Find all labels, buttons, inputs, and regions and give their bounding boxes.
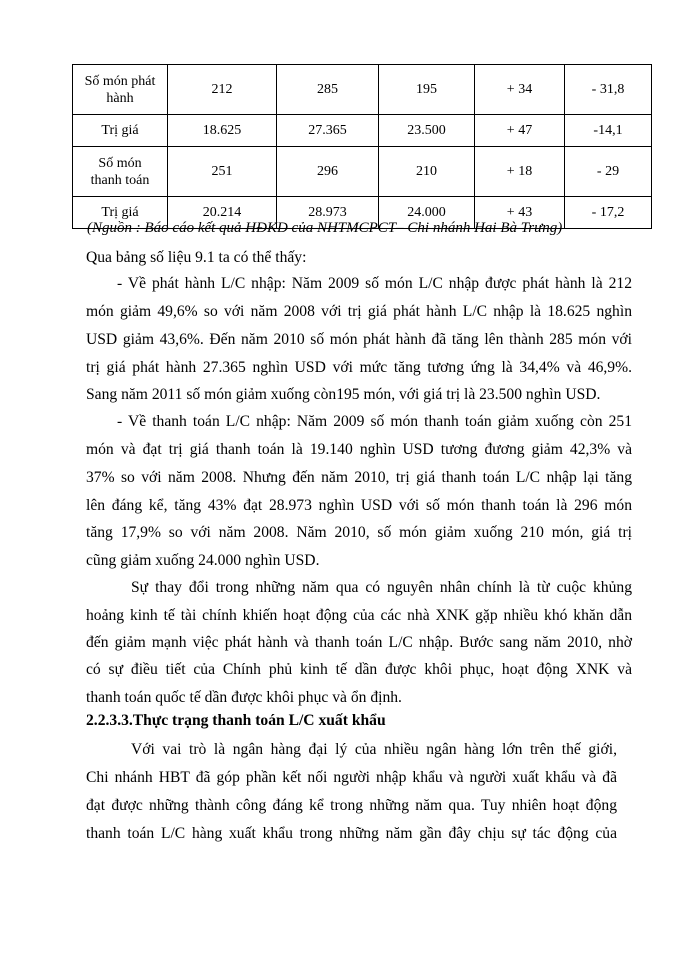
row-label: Số món phát hành — [73, 65, 168, 115]
paragraph-line: món giảm 49,6% so với năm 2008 với trị giá phát hành L/C nhập là 18.625 nghìn — [86, 303, 632, 320]
cell-change-2: - 17,2 — [565, 197, 652, 229]
cell-change-2: - 29 — [565, 147, 652, 197]
cell-change-1: + 34 — [475, 65, 565, 115]
row-label: Trị giá — [73, 115, 168, 147]
paragraph-line: - Về thanh toán L/C nhập: Năm 2009 số món thanh toán giảm xuống còn 251 — [117, 413, 632, 430]
paragraph-line: Với vai trò là ngân hàng đại lý của nhiều ngân hàng lớn trên thế giới, — [131, 741, 617, 758]
row-label: Trị giá — [73, 197, 168, 229]
cell-2010: 27.365 — [277, 115, 379, 147]
paragraph-line: cũng giảm xuống 24.000 nghìn USD. — [86, 552, 320, 569]
cell-2009: 212 — [168, 65, 277, 115]
section-heading: 2.2.3.3.Thực trạng thanh toán L/C xuất khẩu — [86, 712, 386, 729]
cell-2009: 251 — [168, 147, 277, 197]
paragraph-line: đạt được những thành công đáng kể trong những năm qua. Tuy nhiên hoạt động — [86, 797, 617, 814]
paragraph-line: thanh toán L/C hàng xuất khẩu trong những năm gần đây chịu sự tác động của — [86, 825, 617, 842]
paragraph-line: 37% so với năm 2008. Nhưng đến năm 2010, trị giá thanh toán L/C nhập lại tăng — [86, 469, 632, 486]
table-row — [73, 115, 652, 147]
cell-2009: 18.625 — [168, 115, 277, 147]
cell-2011: 210 — [379, 147, 475, 197]
paragraph-line: USD giảm 43,6%. Đến năm 2010 số món phát hành đã tăng lên thành 285 món với — [86, 331, 632, 348]
cell-2010: 28.973 — [277, 197, 379, 229]
paragraph-line: đến giảm mạnh việc phát hành và thanh toán L/C nhập. Bước sang năm 2010, nhờ — [86, 634, 632, 651]
paragraph-line: món và đạt trị giá thanh toán là 19.140 nghìn USD tương đương giảm 42,3% và — [86, 441, 632, 458]
paragraph-line: hoảng kinh tế tài chính khiến hoạt động của các nhà XNK gặp nhiều khó khăn dẫn — [86, 607, 632, 624]
source-note: (Nguồn : Báo cáo kết quả HĐKD của NHTMCPCT– Chi nhánh Hai Bà Trưng) — [87, 220, 563, 236]
cell-2009: 20.214 — [168, 197, 277, 229]
cell-2010: 296 — [277, 147, 379, 197]
table-row — [73, 147, 652, 197]
paragraph-line: thanh toán quốc tế dần được khôi phục và ổn định. — [86, 689, 402, 706]
paragraph-line: - Về phát hành L/C nhập: Năm 2009 số món L/C nhập được phát hành là 212 — [117, 275, 632, 292]
lc-import-table — [72, 64, 652, 229]
intro-line: Qua bảng số liệu 9.1 ta có thể thấy: — [86, 249, 307, 266]
paragraph-line: trị giá phát hành 27.365 nghìn USD với mức tăng tương ứng là 34,4% và 46,9%. — [86, 359, 632, 376]
paragraph-line: Sự thay đổi trong những năm qua có nguyên nhân chính là từ cuộc khủng — [131, 579, 632, 596]
paragraph-line: tăng 17,9% so với năm 2008. Năm 2010, số món giảm xuống 210 món, giá trị — [86, 524, 632, 541]
cell-change-2: - 31,8 — [565, 65, 652, 115]
cell-2010: 285 — [277, 65, 379, 115]
table-row — [73, 65, 652, 115]
cell-2011: 24.000 — [379, 197, 475, 229]
paragraph-line: Sang năm 2011 số món giảm xuống còn195 món, với giá trị là 23.500 nghìn USD. — [86, 386, 601, 403]
cell-change-1: + 43 — [475, 197, 565, 229]
paragraph-line: có sự điều tiết của Chính phủ kinh tế dần được khôi phục, hoạt động XNK và — [86, 661, 632, 678]
paragraph-line: lên đáng kể, tăng 43% đạt 28.973 nghìn USD với số món thanh toán là 296 món — [86, 497, 632, 514]
cell-change-2: -14,1 — [565, 115, 652, 147]
paragraph-line: Chi nhánh HBT đã góp phần kết nối người nhập khẩu và người xuất khẩu và đã — [86, 769, 617, 786]
cell-change-1: + 18 — [475, 147, 565, 197]
cell-2011: 23.500 — [379, 115, 475, 147]
row-label: Số món thanh toán — [73, 147, 168, 197]
cell-change-1: + 47 — [475, 115, 565, 147]
cell-2011: 195 — [379, 65, 475, 115]
